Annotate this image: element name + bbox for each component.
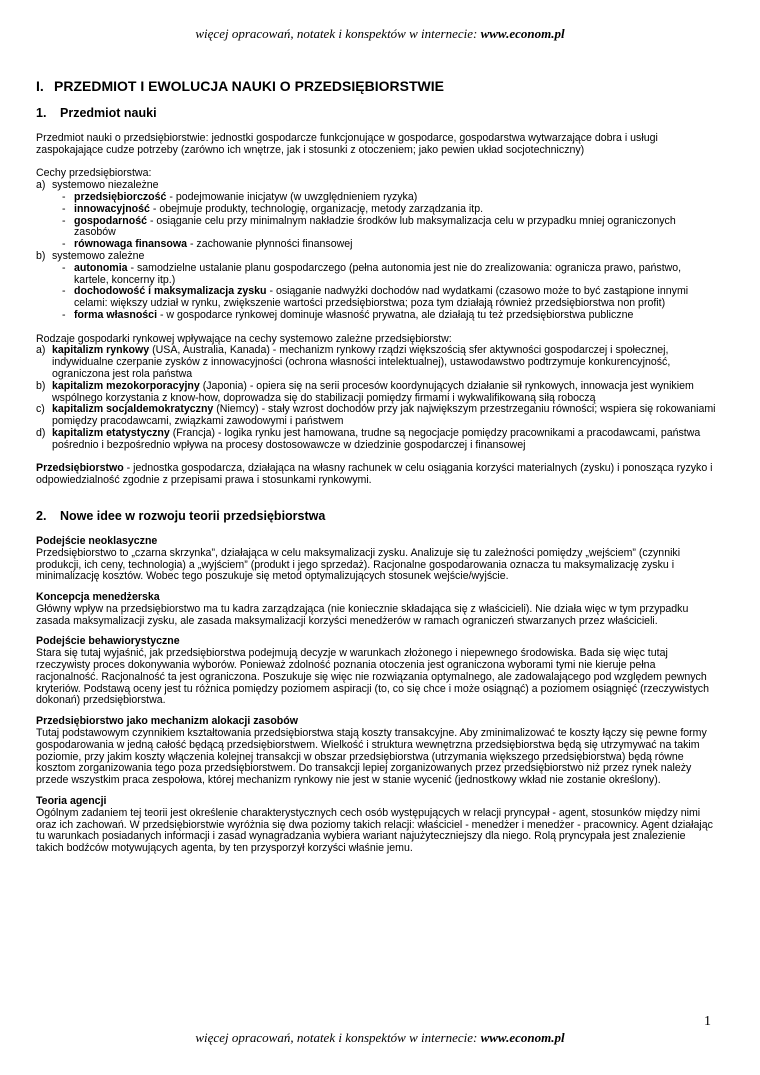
subsection-title: Koncepcja menedżerska bbox=[36, 591, 160, 604]
group-a-marker: a) bbox=[36, 179, 46, 192]
page-header bbox=[0, 26, 760, 42]
section-1-intro: Przedmiot nauki o przedsiębiorstwie: jednostki gospodarcze funkcjonujące w gospodarce, gospodarstwa wytwarzające dobra i usługi zaspokajające cudze potrzeby (zarówno ich wnętrze, jak i stosunki z otoczeniem; jako pewien układ socjotechniczny) bbox=[36, 132, 658, 156]
footer-text: więcej opracowań, notatek i konspektów w internecie: bbox=[195, 1030, 481, 1045]
definition-desc: - jednostka gospodarcza, działająca na własny rachunek w celu osiągania korzyści materialnych (zysku) i ponosząca ryzyko i odpowiedzialność zgodnie z przepisami prawa i stosunkami rynkowymi. bbox=[36, 462, 713, 487]
list-item-term: autonomia bbox=[74, 261, 128, 274]
subsection bbox=[36, 536, 716, 583]
subsection bbox=[36, 796, 716, 855]
subsection-text: Ogólnym zadaniem tej teorii jest określenie charakterystycznych cech osób występujących w relacji pryncypał - agent, stosunków między nimi oraz ich zachowań. W przedsiębiorstwie wyróżnia się dwa poziomy takich relacji: właściciel - menedżer i menedżer - pracownicy. Agent działając tu warunkach posiadanych informacji i zasad wynagradzania wybiera wariant najużyteczniejszy dla niego. Rolą pryncypała jest znalezienie takich bodźców motywujących agenta, by ten przysporzył korzyści właśnie jemu. bbox=[36, 806, 713, 855]
economy-type-desc: (Japonia) - opiera się na serii procesów koordynujących działanie sił rynkowych, innowacja jest wynikiem wspólnego korzystania z know-how, doprowadza się do stabilizacji pomiędzy firmami i wykwalifikowaną siłą roboczą bbox=[52, 379, 694, 404]
list-item-desc: - osiąganie nadwyżki dochodów nad wydatkami (czasowo może to być zastąpione innymi celami: większy udział w rynku, zwiększenie wartości przedsiębiorstwa; poza tym działają również przedsiębiorstwa non profit) bbox=[74, 285, 689, 310]
list-item-desc: - osiąganie celu przy minimalnym nakładzie środków lub maksymalizacja celu w przypadku mniej ograniczonych zasobów bbox=[74, 214, 676, 239]
list-item: - autonomia - samodzielne ustalanie planu gospodarczego (pełna autonomia jest nie do zrealizowania: ogranicza prawo, państwo, kartele, koncerny itp.) bbox=[62, 261, 682, 286]
chapter-number: I. bbox=[36, 78, 44, 94]
subsection-text: Główny wpływ na przedsiębiorstwo ma tu kadra zarządzająca (nie koniecznie składająca się z właścicieli). Nie działa więc w tym przypadku zasada maksymalizacji zysku, ale zasada maksymalizacji korzyści menedżerów w ramach ograniczeń stwarzanych przez właścicieli. bbox=[36, 602, 689, 627]
subsection-text: Przedsiębiorstwo to „czarna skrzynka”, działająca w celu maksymalizacji zysku. Analizuje się tu zależności pomiędzy „wejściem” (czynniki produkcji, ich ceny, technologia) a „wyjściem” (produkt i jego sprzedaż). Racjonalne gospodarowania oznacza tu maksymalizację zysku i minimalizację kosztów. Wobec tego poszukuje się metod optymalizujących stosunek wejście/wyjście. bbox=[36, 546, 681, 583]
subsection bbox=[36, 716, 716, 787]
list-item-term: równowaga finansowa bbox=[74, 238, 188, 251]
section-2-number: 2. bbox=[36, 508, 47, 523]
footer-site-link[interactable]: www.econom.pl bbox=[480, 1030, 565, 1045]
economy-type-desc: (USA, Australia, Kanada) - mechanizm rynkowy rządzi większością sfer aktywności gospodarczej i społecznej, indywidualne czerpanie zysków z innowacyjności (ochrona własności intelektualnej), ustawodawstwo podtrzymuje konkurencyjność, ograniczona jest rola państwa bbox=[52, 344, 671, 380]
economy-type-item: b) kapitalizm mezokorporacyjny (Japonia) - opiera się na serii procesów koordynujących działanie sił rynkowych, innowacja jest wynikiem wspólnego korzystania z know-how, doprowadza się do stabilizacji pomiędzy firmami i wykwalifikowaną siłą roboczą bbox=[36, 379, 694, 404]
page-content bbox=[36, 78, 716, 864]
list-item: - forma własności - w gospodarce rynkowej dominuje własność prywatna, ale działają tu też przedsiębiorstwa publiczne bbox=[62, 308, 634, 321]
subsection-title: Podejście neoklasyczne bbox=[36, 534, 158, 547]
list-item-term: innowacyjność bbox=[74, 202, 150, 215]
economy-type-item: d) kapitalizm etatystyczny (Francja) - logika rynku jest hamowana, trudne są negocjacje pomiędzy pracownikami a pracodawcami, państwa pośrednio i bezpośrednio wpływa na procesy dostosowawcze w dziedzinie gospodarczej i finansowej bbox=[36, 426, 701, 451]
list-item-desc: - obejmuje produkty, technologię, organizację, metody zarządzania itp. bbox=[149, 202, 484, 215]
subsection bbox=[36, 636, 716, 707]
list-item-term: przedsiębiorczość bbox=[74, 190, 167, 203]
features-label: Cechy przedsiębiorstwa: bbox=[36, 167, 152, 180]
header-text: więcej opracowań, notatek i konspektów w internecie: bbox=[195, 26, 481, 41]
subsection-title: Teoria agencji bbox=[36, 795, 107, 808]
economy-type-desc: (Niemcy) - stały wzrost dochodów przy jak największym przestrzeganiu równości; wspiera się rokowaniami pomiędzy pracodawcami, związkami zawodowymi i państwem bbox=[52, 403, 716, 428]
economy-type-term: kapitalizm socjaldemokratyczny bbox=[52, 403, 214, 416]
subsection-text: Tutaj podstawowym czynnikiem kształtowania przedsiębiorstwa stają koszty transakcyjne. Aby zminimalizować te koszty łączy się pewne formy gospodarowania w jedną całość będącą przedsiębiorstwem. Wielkość i struktura wewnętrzna przedsiębiorstwa będą się utrzymywać na takim poziomie, przy jakim koszty włączenia kolejnej transakcji w obszar przedsiębiorstwa (utrzymania większego przedsiębiorstwa) będą równe kosztom zorganizowania tego poza przedsiębiorstwem. Do transakcji lepiej zorganizowanych przez przedsiębiorstwo niż przez rynek należy przede wszystkim praca zespołowa, której mechanizm rynkowy nie jest w stanie wycenić (jednostkowy wkład nie zostanie określony). bbox=[36, 727, 707, 787]
section-1-title bbox=[36, 106, 716, 121]
list-item-term: gospodarność bbox=[74, 214, 147, 227]
list-item-desc: - zachowanie płynności finansowej bbox=[187, 238, 353, 251]
economy-type-term: kapitalizm mezokorporacyjny bbox=[52, 379, 200, 392]
enterprise-definition bbox=[36, 463, 716, 487]
list-item: - przedsiębiorczość - podejmowanie inicjatyw (w uwzględnieniem ryzyka) bbox=[62, 190, 418, 203]
economy-type-item: c) kapitalizm socjaldemokratyczny (Niemcy) - stały wzrost dochodów przy jak największym przestrzeganiu równości; wspiera się rokowaniami pomiędzy pracodawcami, związkami zawodowymi i państwem bbox=[36, 403, 716, 428]
list-item: - gospodarność - osiąganie celu przy minimalnym nakładzie środków lub maksymalizacja celu w przypadku mniej ograniczonych zasobów bbox=[62, 214, 676, 239]
chapter-title-text: PRZEDMIOT I EWOLUCJA NAUKI O PRZEDSIĘBIORSTWIE bbox=[54, 78, 444, 94]
section-2-title bbox=[36, 509, 716, 524]
list-item: - innowacyjność - obejmuje produkty, technologię, organizację, metody zarządzania itp. bbox=[62, 202, 484, 215]
list-item-desc: - podejmowanie inicjatyw (w uwzględnieniem ryzyka) bbox=[166, 190, 418, 203]
group-b-label: systemowo zależne bbox=[52, 249, 145, 262]
economy-type-desc: (Francja) - logika rynku jest hamowana, trudne są negocjacje pomiędzy pracownikami a pracodawcami, państwa pośrednio i bezpośrednio wpływa na procesy dostosowawcze w dziedzinie gospodarczej i finansowej bbox=[52, 426, 701, 451]
chapter-title bbox=[36, 78, 716, 95]
list-item-term: dochodowość i maksymalizacja zysku bbox=[74, 285, 267, 298]
subsection-title: Przedsiębiorstwo jako mechanizm alokacji zasobów bbox=[36, 715, 298, 728]
economy-type-term: kapitalizm rynkowy bbox=[52, 344, 150, 357]
definition-term: Przedsiębiorstwo bbox=[36, 462, 124, 475]
group-a-label: systemowo niezależne bbox=[52, 179, 159, 192]
section-1-number: 1. bbox=[36, 106, 47, 120]
subsection-text: Stara się tutaj wyjaśnić, jak przedsiębiorstwa podejmują decyzje w warunkach złożonego i niepewnego środowiska. Bada się więc tutaj rzeczywisty proces dokonywania wyborów. Ponieważ zdolność poznania otoczenia jest ograniczona wyborami tymi nie kieruje pełna racjonalność. Racjonalność ta jest ograniczona. Poszukuje się więc nie rozwiązania optymalnego, ale zadowalającego pod względem pewnych kryteriów. Podstawą oceny jest tu różnica pomiędzy poziomem aspiracji (to, co się chce i może osiągnąć) a poziomem osiągnięć (rzeczywistych dokonań) przedsiębiorstwa. bbox=[36, 647, 709, 707]
section-1-title-text: Przedmiot nauki bbox=[60, 106, 157, 120]
header-site-link[interactable]: www.econom.pl bbox=[480, 26, 565, 41]
list-item: - równowaga finansowa - zachowanie płynności finansowej bbox=[62, 238, 353, 251]
list-item: - dochodowość i maksymalizacja zysku - osiąganie nadwyżki dochodów nad wydatkami (czasowo może to być zastąpione innymi celami: większy udział w rynku, zwiększenie wartości przedsiębiorstwa; poza tym działają również przedsiębiorstwa non profit) bbox=[62, 285, 689, 310]
list-item-desc: - samodzielne ustalanie planu gospodarczego (pełna autonomia jest nie do zrealizowania: ogranicza prawo, państwo, kartele, koncerny itp.) bbox=[74, 261, 682, 286]
section-2-title-text: Nowe idee w rozwoju teorii przedsiębiorstwa bbox=[60, 508, 326, 523]
group-b-marker: b) bbox=[36, 249, 46, 262]
economy-types-label: Rodzaje gospodarki rynkowej wpływające na cechy systemowo zależne przedsiębiorstw: bbox=[36, 332, 452, 345]
economy-type-term: kapitalizm etatystyczny bbox=[52, 426, 170, 439]
list-item-term: forma własności bbox=[74, 308, 158, 321]
economy-type-item: a) kapitalizm rynkowy (USA, Australia, Kanada) - mechanizm rynkowy rządzi większością sfer aktywności gospodarczej i społecznej, indywidualne czerpanie zysków z innowacyjności (ochrona własności intelektualnej), ustawodawstwo podtrzymuje konkurencyjność, ograniczona jest rola państwa bbox=[36, 344, 671, 380]
page-number: 1 bbox=[704, 1014, 711, 1029]
list-item-desc: - w gospodarce rynkowej dominuje własność prywatna, ale działają tu też przedsiębiorstwa publiczne bbox=[157, 308, 634, 321]
subsection bbox=[36, 592, 716, 627]
subsection-title: Podejście behawiorystyczne bbox=[36, 635, 180, 648]
page-footer bbox=[0, 1030, 760, 1046]
